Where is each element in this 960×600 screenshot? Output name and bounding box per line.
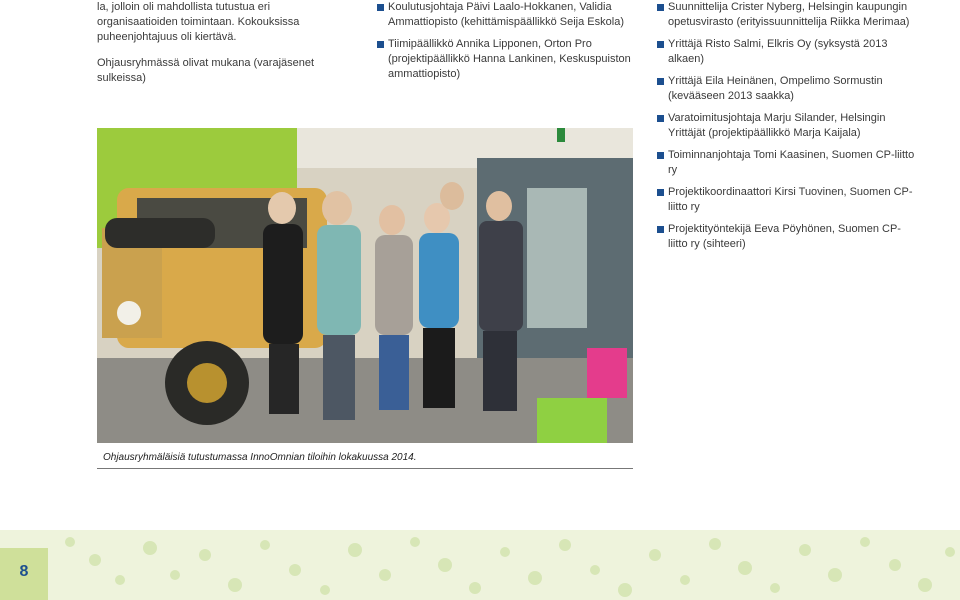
- text-column-middle: [376, 0, 634, 89]
- footer-dot-pattern: [0, 530, 960, 600]
- footer-pattern-band: [0, 530, 960, 600]
- member-list-middle: [376, 0, 634, 82]
- list-item: Toiminnanjohtaja Tomi Kaasinen, Suomen CP-liitto ry: [656, 148, 918, 178]
- photo-caption: Ohjausryhmäläisiä tutustumassa InnoOmnian tiloihin lokakuussa 2014.: [103, 452, 417, 463]
- list-item: Varatoimitusjohtaja Marju Silander, Helsingin Yrittäjät (projektipäällikkö Marja Kaijala): [656, 111, 918, 141]
- text-column-left: [97, 0, 352, 86]
- group-photo-illustration: [97, 128, 633, 443]
- paragraph-steering-group: Ohjausryhmässä olivat mukana (varajäsenet sulkeissa): [97, 57, 315, 84]
- list-item: Tiimipäällikkö Annika Lipponen, Orton Pro (projektipäällikkö Hanna Lankinen, Keskuspuiston ammattiopisto): [376, 37, 634, 82]
- caption-divider: [97, 468, 633, 469]
- page-number: 8: [19, 563, 29, 580]
- paragraph-intro: la, jolloin oli mahdollista tutustua eri organisaatioiden toimintaan. Kokouksissa puheenjohtajuus oli kiertävä.: [97, 1, 300, 43]
- list-item: Suunnittelija Crister Nyberg, Helsingin kaupungin opetusvirasto (erityissuunnittelija Riikka Merimaa): [656, 0, 918, 30]
- list-item: Yrittäjä Eila Heinänen, Ompelimo Sormustin (kevääseen 2013 saakka): [656, 74, 918, 104]
- list-item: Projektikoordinaattori Kirsi Tuovinen, Suomen CP-liitto ry: [656, 185, 918, 215]
- text-column-right: [656, 0, 918, 259]
- list-item: Koulutusjohtaja Päivi Laalo-Hokkanen, Validia Ammattiopisto (kehittämispäällikkö Seija Eskola): [376, 0, 634, 30]
- group-photo: [97, 128, 633, 443]
- list-item: Yrittäjä Risto Salmi, Elkris Oy (syksystä 2013 alkaen): [656, 37, 918, 67]
- list-item: Projektityöntekijä Eeva Pöyhönen, Suomen CP-liitto ry (sihteeri): [656, 222, 918, 252]
- member-list-right: [656, 0, 918, 252]
